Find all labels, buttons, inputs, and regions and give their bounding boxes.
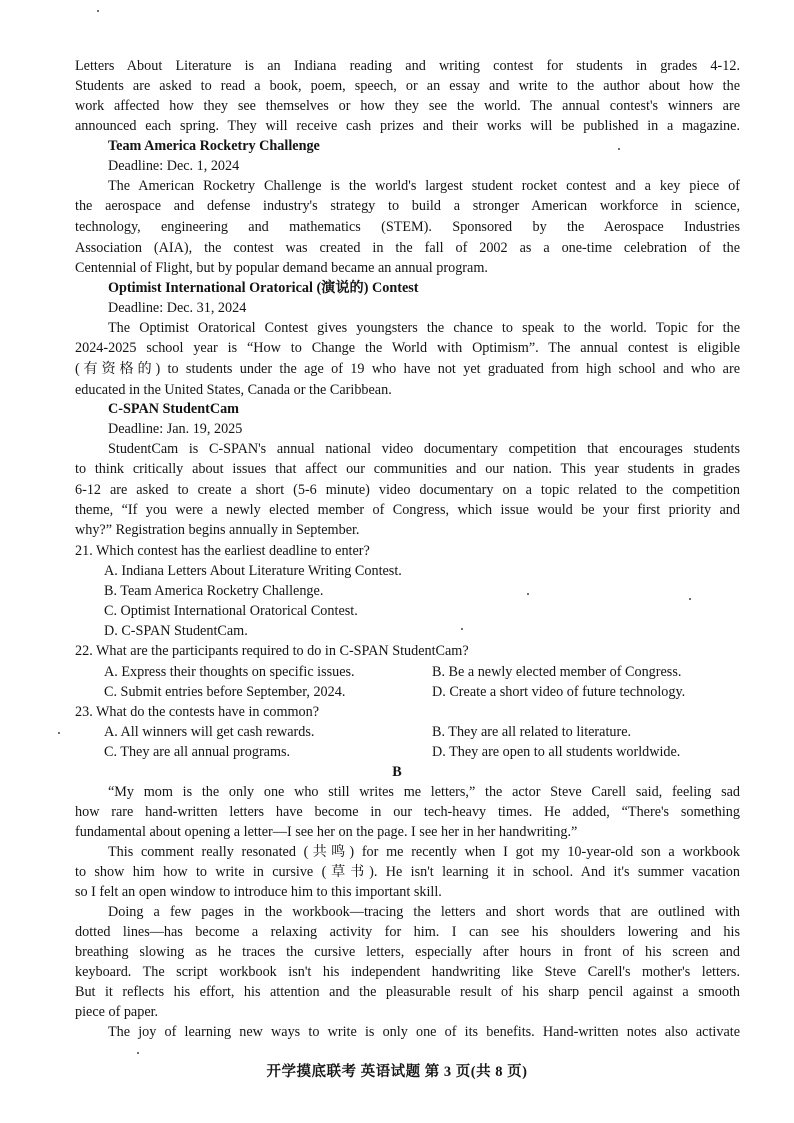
b-para3-line-1: Doing a few pages in the workbook—tracing the letters and short words that are outlined with	[108, 904, 740, 920]
q23-option-a: A. All winners will get cash rewards.	[104, 724, 315, 740]
scan-speck	[58, 732, 60, 734]
b-para1-line-2: how rare hand-written letters have become in our tech-heavy times. He added, “There's something	[75, 804, 740, 820]
oratorical-line-3: (有资格的) to students under the age of 19 who have not yet graduated from high school and who are	[75, 361, 740, 377]
b-para4-line-1: The joy of learning new ways to write is only one of its benefits. Hand-written notes also activate	[108, 1024, 740, 1040]
scan-speck	[461, 628, 463, 630]
b-para2-line-3: so I felt an open window to introduce him to this important skill.	[75, 884, 442, 900]
q22-option-c: C. Submit entries before September, 2024.	[104, 684, 346, 700]
rocketry-line-5: Centennial of Flight, but by popular demand became an annual program.	[75, 260, 488, 276]
q21-stem: 21. Which contest has the earliest deadline to enter?	[75, 543, 370, 559]
q22-option-b: B. Be a newly elected member of Congress.	[432, 664, 682, 680]
scan-speck	[527, 593, 529, 595]
rocketry-line-4: Association (AIA), the contest was created in the fall of 2002 as a one-time celebration of the	[75, 240, 740, 256]
b-para3-line-2: dotted lines—has become a relaxing activity for him. I can see his shoulders lowering and his	[75, 924, 740, 940]
b-para1-line-3: fundamental about opening a letter—I see her on the page. I see her in her handwriting.”	[75, 824, 578, 840]
section-b-heading: B	[392, 764, 402, 780]
scan-speck	[97, 10, 99, 12]
rocketry-deadline: Deadline: Dec. 1, 2024	[108, 158, 240, 174]
oratorical-deadline: Deadline: Dec. 31, 2024	[108, 300, 247, 316]
intro-line-4: announced each spring. They will receive cash prizes and their works will be published in a magazine.	[75, 118, 740, 134]
intro-line-1: Letters About Literature is an Indiana reading and writing contest for students in grades 4-12.	[75, 58, 740, 74]
studentcam-title: C-SPAN StudentCam	[108, 401, 239, 417]
b-para3-line-6: piece of paper.	[75, 1004, 159, 1020]
studentcam-deadline: Deadline: Jan. 19, 2025	[108, 421, 243, 437]
rocketry-line-3: technology, engineering and mathematics (STEM). Sponsored by the Aerospace Industries	[75, 219, 740, 235]
scan-speck	[618, 148, 620, 150]
q23-option-c: C. They are all annual programs.	[104, 744, 291, 760]
studentcam-line-2: to think critically about issues that affect our communities and our nation. This year students in grades	[75, 461, 740, 477]
b-para3-line-4: keyboard. The script workbook isn't his independent handwriting like Steve Carell's mother's letters.	[75, 964, 740, 980]
rocketry-line-2: the aerospace and defense industry's strategy to build a stronger American workforce in science,	[75, 198, 740, 214]
q23-option-b: B. They are all related to literature.	[432, 724, 632, 740]
b-para3-line-3: breathing slowing as he traces the cursive letters, especially after hours in front of his screen and	[75, 944, 740, 960]
scan-speck	[689, 598, 691, 600]
q22-option-a: A. Express their thoughts on specific issues.	[104, 664, 355, 680]
b-para2-line-2: to show him how to write in cursive (草书). He isn't learning it in school. And it's summer vacation	[75, 864, 740, 880]
studentcam-line-5: why?” Registration begins annually in September.	[75, 522, 360, 538]
studentcam-line-1: StudentCam is C-SPAN's annual national video documentary competition that encourages students	[108, 441, 740, 457]
oratorical-title: Optimist International Oratorical (演说的) Contest	[108, 280, 419, 296]
q23-stem: 23. What do the contests have in common?	[75, 704, 320, 720]
q22-stem: 22. What are the participants required to do in C-SPAN StudentCam?	[75, 643, 469, 659]
studentcam-line-4: theme, “If you were a newly elected member of Congress, which issue would be your first priority and	[75, 502, 740, 518]
b-para2-line-1: This comment really resonated (共鸣) for me recently when I got my 10-year-old son a workbook	[108, 844, 740, 860]
q21-option-b: B. Team America Rocketry Challenge.	[104, 583, 324, 599]
scan-speck	[137, 1052, 139, 1054]
q22-option-d: D. Create a short video of future technology.	[432, 684, 686, 700]
rocketry-line-1: The American Rocketry Challenge is the world's largest student rocket contest and a key piece of	[108, 178, 740, 194]
q21-option-a: A. Indiana Letters About Literature Writing Contest.	[104, 563, 402, 579]
b-para1-line-1: “My mom is the only one who still writes me letters,” the actor Steve Carell said, feeling sad	[108, 784, 740, 800]
q21-option-d: D. C-SPAN StudentCam.	[104, 623, 248, 639]
oratorical-line-4: educated in the United States, Canada or the Caribbean.	[75, 382, 392, 398]
page-footer: 开学摸底联考 英语试题 第 3 页(共 8 页)	[266, 1064, 528, 1080]
b-para3-line-5: But it reflects his effort, his attention and the pleasurable result of his sharp pencil against a smooth	[75, 984, 740, 1000]
q21-option-c: C. Optimist International Oratorical Contest.	[104, 603, 358, 619]
q23-option-d: D. They are open to all students worldwide.	[432, 744, 681, 760]
intro-line-3: work affected how they see themselves or how they see the world. The annual contest's winners are	[75, 98, 740, 114]
rocketry-title: Team America Rocketry Challenge	[108, 138, 320, 154]
intro-line-2: Students are asked to read a book, poem, speech, or an essay and write to the author about how the	[75, 78, 740, 94]
oratorical-line-1: The Optimist Oratorical Contest gives youngsters the chance to speak to the world. Topic for the	[108, 320, 740, 336]
oratorical-line-2: 2024-2025 school year is “How to Change the World with Optimism”. The annual contest is eligible	[75, 340, 740, 356]
studentcam-line-3: 6-12 are asked to create a short (5-6 minute) video documentary on a topic related to the competition	[75, 482, 740, 498]
